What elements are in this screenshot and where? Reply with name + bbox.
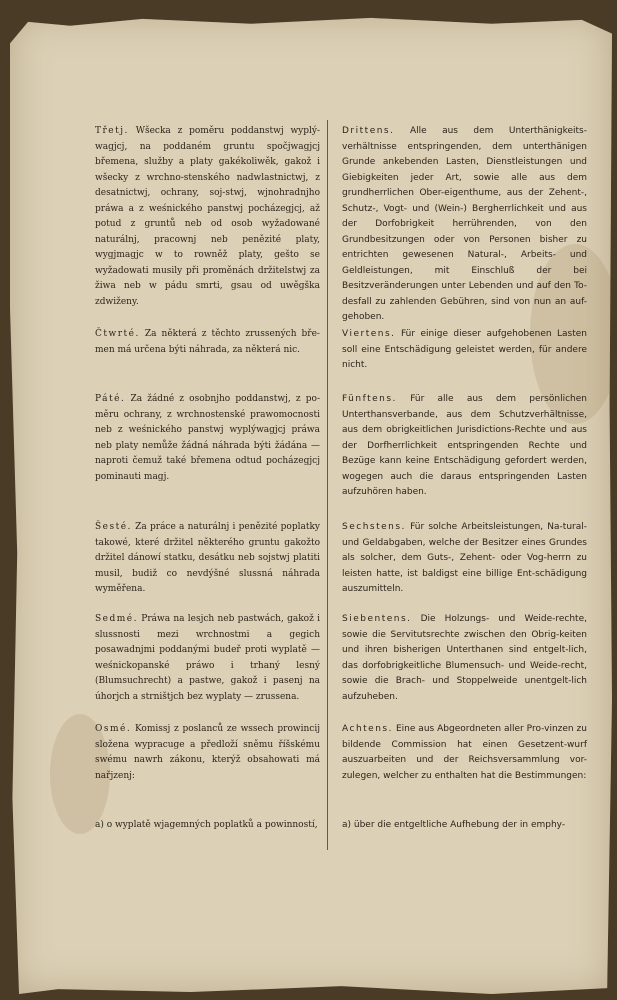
para-heading: Viertens. <box>342 329 396 339</box>
para-heading: Třetj. <box>95 126 129 136</box>
para-text: Für einige dieser aufgehobenen Lasten soll eine Entschädigung geleistet werden, für andere nicht. <box>342 329 587 370</box>
german-para-5 <box>342 392 587 501</box>
para-text: Für solche Arbeitsleistungen, Na-tural- und Geldabgaben, welche der Besitzer eines Grundes als solcher, dem Guts-, Zehent- oder Vog-herrn zu leisten hatte, ist baldigst eine billige Ent-schädigung auszumitteln. <box>342 522 587 594</box>
para-heading: Sedmé. <box>95 614 138 624</box>
column-divider <box>327 120 328 850</box>
para-text: Komissj z poslanců ze wssech prowincij složena wypracuge a předloží sněmu říšskému swému nawrh zákonu, kterýž obsahowati má nařjzenj: <box>95 724 320 781</box>
para-heading: Sechstens. <box>342 522 406 532</box>
german-para-8 <box>342 722 587 784</box>
german-para-6 <box>342 520 587 598</box>
para-text: Eine aus Abgeordneten aller Pro-vinzen zu bildende Commission hat einen Gesetzent-wurf auszuarbeiten und der Reichsversammlung vor-zulegen, welcher zu enthalten hat die Bestimmungen: <box>342 724 587 781</box>
czech-para-3 <box>95 124 320 310</box>
german-para-8a <box>342 818 587 834</box>
para-heading: Drittens. <box>342 126 395 136</box>
para-text: Práwa na lesjch neb pastwách, gakož i slussnosti mezi wrchnostmi a gegich posawadnjmi poddanými budeř proti wyplatě — weśnickopanské práwo i trhaný lesný (Blumsuchrecht) a pastwe, gakož i pasenj na úhorjch a strništjch bez wyplaty — zrussena. <box>95 614 320 702</box>
para-text: a) über die entgeltliche Aufhebung der in emphy- <box>342 820 566 830</box>
para-heading: Čtwrté. <box>95 329 140 339</box>
german-para-7 <box>342 612 587 705</box>
para-text: Za některá z těchto zrussených bře-men má určena býti náhrada, za některá nic. <box>95 329 320 355</box>
czech-para-8 <box>95 722 320 784</box>
para-heading: Achtens. <box>342 724 393 734</box>
para-text: Wšecka z poměru poddanstwj wyplý-wagjcj, na poddaném gruntu spočjwagjcj břemena, služby a platy gakékoliwěk, gakož i wšecky z wrchno-stenského nadwlastnictwj, z desatnictwj, ochrany, soj-stwj, wjnohradnjho práwa a z weśnického panstwj pocházegjcj, až potud z gruntů neb od osob wyžadowané naturálnj, pracownj neb penězité platy, wygjmagjc w to rowněž platy, gešto se wyžadowati musily při proměnách držitelstwj za žiwa neb w pádu smrti, gsau od uwěgška zdwiženy. <box>95 126 320 307</box>
para-heading: Siebentens. <box>342 614 412 624</box>
german-para-4 <box>342 327 587 374</box>
para-text: Za práce a naturálnj i penězité poplatky takowé, které držitel některého gruntu gakožto držitel dánowí statku, desátku neb sojstwj platiti musil, budiž co nevdýšné slussná náhrada wyměřena. <box>95 522 320 594</box>
para-text: Die Holzungs- und Weide-rechte, sowie die Servitutsrechte zwischen den Obrig-keiten und ihren bisherigen Unterthanen sind entgelt-lich, das dorfobrigkeitliche Blumensuch- und Weide-recht, sowie die Brach- und Stoppelweide unentgelt-lich aufzuheben. <box>342 614 587 702</box>
czech-para-6 <box>95 520 320 598</box>
para-text: Alle aus dem Unterthänigkeits-verhältnisse entspringenden, dem unterthänigen Grunde ankebenden Lasten, Dienstleistungen und Giebigkeiten jeder Art, sowie alle aus dem grundherrlichen Ober-eigenthume, aus der Zehent-, Schutz-, Vogt- und (Wein-) Bergherrlichkeit und aus der Dorfobrigkeit herrührenden, von den Grundbesitzungen oder von Personen bisher zu entrichten gewesenen Natural-, Arbeits- und Geldleistungen, mit Einschluß der bei Besitzveränderungen unter Lebenden und auf den To-desfall zu zahlenden Gebühren, sind von nun an auf-gehoben. <box>342 126 587 322</box>
para-text: a) o wyplatě wjagemných poplatků a powinností, <box>95 820 318 830</box>
para-text: Za žádné z osobnjho poddanstwj, z po-měru ochrany, z wrchnostenské prawomocnosti neb z weśnického panstwj wyplýwagjcj práwa neb platy nemůže žádná náhrada býti žádána — naproti čemuž také břemena odtud pocházegjcj pominauti magj. <box>95 394 320 482</box>
czech-para-5 <box>95 392 320 485</box>
czech-para-4 <box>95 327 320 358</box>
para-heading: Fünftens. <box>342 394 397 404</box>
para-text: Für alle aus dem persönlichen Unterthansverbande, aus dem Schutzverhältnisse, aus dem obrigkeitlichen Jurisdictions-Rechte und aus der Dorfherrlichkeit entspringenden Rechte und Bezüge kann keine Entschädigung gefordert werden, wogegen auch die daraus entspringenden Lasten aufzuhören haben. <box>342 394 587 497</box>
czech-para-7 <box>95 612 320 705</box>
czech-para-8a <box>95 818 320 834</box>
para-heading: Osmé. <box>95 724 132 734</box>
para-heading: Šesté. <box>95 522 132 532</box>
german-para-3 <box>342 124 587 326</box>
para-heading: Páté. <box>95 394 126 404</box>
